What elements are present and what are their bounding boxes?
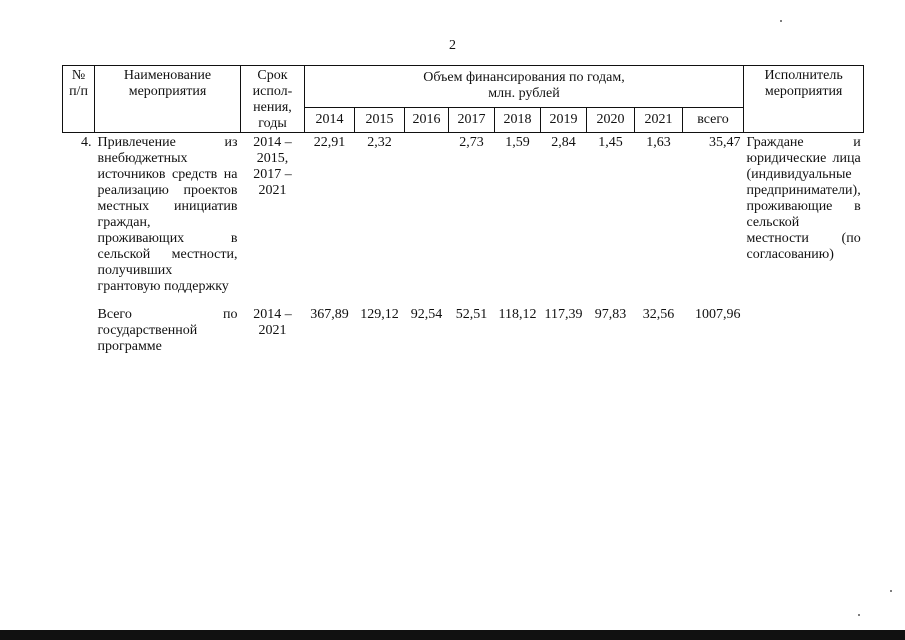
scan-speck <box>780 20 782 22</box>
row-value-2017: 2,73 <box>459 135 484 150</box>
row-value-2020: 97,83 <box>594 307 627 322</box>
header-year-2014: 2014 <box>305 107 355 132</box>
row-executor <box>744 301 864 355</box>
row-value-2021: 32,56 <box>642 307 675 322</box>
page-number: 2 <box>449 38 456 53</box>
scan-border <box>0 630 905 640</box>
table-row-total <box>63 301 864 355</box>
row-name: Привлечение из внебюджетных источников средств на реализацию проектов местных инициатив граждан, проживающих в сельской местности, получивших грантовую поддержку <box>97 135 238 294</box>
row-value-2018: 1,59 <box>505 135 530 150</box>
row-value-2017: 52,51 <box>455 307 488 322</box>
header-year-2016: 2016 <box>405 107 449 132</box>
row-value-2021: 1,63 <box>646 135 671 150</box>
header-year-2018: 2018 <box>495 107 541 132</box>
row-term: 2014 – 2021 <box>253 307 292 338</box>
row-value-2015: 129,12 <box>360 307 399 322</box>
funding-table <box>62 65 864 355</box>
row-value-2016: 92,54 <box>410 307 443 322</box>
table-row <box>63 133 864 302</box>
header-year-2017: 2017 <box>449 107 495 132</box>
row-value-2019: 2,84 <box>551 135 576 150</box>
row-value-2015: 2,32 <box>367 135 392 150</box>
row-value-total: 35,47 <box>709 135 741 150</box>
header-number: № п/п <box>63 66 95 133</box>
row-number <box>63 301 95 355</box>
header-funding: Объем финансирования по годам, млн. рублей <box>305 66 744 108</box>
scan-speck <box>858 614 860 616</box>
row-value-2019: 117,39 <box>544 307 583 322</box>
header-executor: Исполнитель мероприятия <box>744 66 864 133</box>
row-value-2018: 118,12 <box>498 307 537 322</box>
header-year-2015: 2015 <box>355 107 405 132</box>
scan-speck <box>890 590 892 592</box>
row-value-2016 <box>405 133 449 302</box>
row-name: Всего по государственной программе <box>97 307 238 354</box>
row-term: 2014 – 2015, 2017 – 2021 <box>253 135 292 198</box>
header-total: всего <box>683 107 744 132</box>
header-year-2020: 2020 <box>587 107 635 132</box>
header-year-2019: 2019 <box>541 107 587 132</box>
header-year-2021: 2021 <box>635 107 683 132</box>
header-term: Срок испол- нения, годы <box>241 66 305 133</box>
row-value-2020: 1,45 <box>598 135 623 150</box>
row-value-2014: 22,91 <box>313 135 346 150</box>
row-number: 4. <box>81 135 92 150</box>
header-name: Наименование мероприятия <box>95 66 241 133</box>
row-value-total: 1007,96 <box>695 307 741 322</box>
row-value-2014: 367,89 <box>310 307 349 322</box>
row-executor: Граждане и юридические лица (индивидуальные предприниматели), проживающие в сельской местности (по согласованию) <box>746 135 861 262</box>
